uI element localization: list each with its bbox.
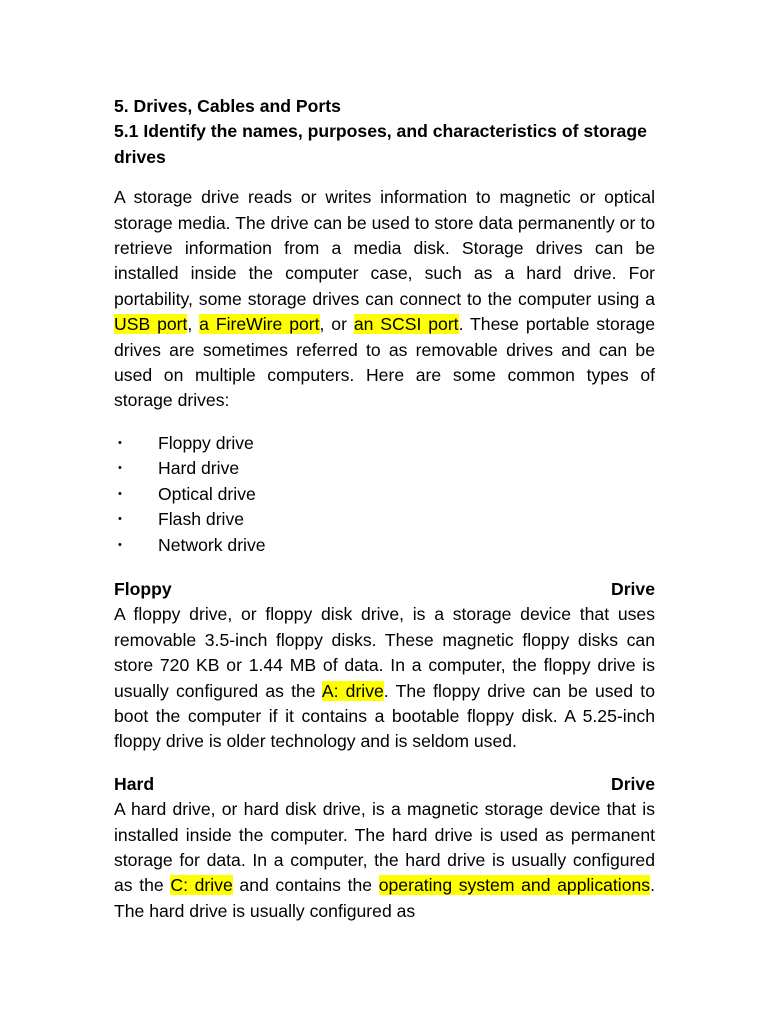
hard-drive-heading xyxy=(114,772,655,797)
intro-paragraph xyxy=(114,185,655,414)
bullet-icon: • xyxy=(118,487,122,500)
intro-text-2: , xyxy=(187,314,200,335)
bullet-icon: • xyxy=(118,538,122,551)
bullet-icon: • xyxy=(118,436,122,449)
bullet-icon: • xyxy=(118,462,122,475)
intro-text-4: . These portable storage drives are sometimes referred to as removable drives and can be used on multiple computers. Here are some common types of storage drives: xyxy=(114,314,655,411)
list-item-label: Optical drive xyxy=(158,483,256,504)
intro-text-1: A storage drive reads or writes information to magnetic or optical storage media. The drive can be used to store data permanently or to retrieve information from a media disk. Storage drives can be installed inside the computer case, such as a hard drive. For portability, some storage drives can connect to the computer using a xyxy=(114,187,655,309)
floppy-text-1: A floppy drive, or floppy disk drive, is a storage device that uses removable 3.5-inch floppy disks. These magnetic floppy disks can store 720 KB or 1.44 MB of data. In a computer, the floppy drive is usually configured as the xyxy=(114,604,655,701)
list-item xyxy=(114,533,655,558)
list-item xyxy=(114,456,655,481)
floppy-drive-paragraph xyxy=(114,602,655,754)
hard-text-3: . The hard drive is usually configured as xyxy=(114,875,655,921)
document-page xyxy=(114,94,655,924)
highlight-a-drive: A: drive xyxy=(321,680,384,701)
bullet-icon: • xyxy=(118,513,122,526)
floppy-heading-left: Floppy xyxy=(114,578,172,599)
highlight-c-drive: C: drive xyxy=(170,875,233,896)
section-title: 5. Drives, Cables and Ports xyxy=(114,96,341,116)
list-item xyxy=(114,431,655,456)
highlight-usb-port: USB port xyxy=(114,314,188,335)
highlight-scsi-port: an SCSI port xyxy=(353,314,459,335)
list-item xyxy=(114,482,655,507)
list-item-label: Flash drive xyxy=(158,509,245,530)
hard-heading-right: Drive xyxy=(610,773,655,794)
subsection-title: 5.1 Identify the names, purposes, and characteristics of storage drives xyxy=(114,121,647,167)
hard-text-2: and contains the xyxy=(232,875,379,896)
highlight-firewire-port: a FireWire port xyxy=(199,314,320,335)
intro-text-3: , or xyxy=(319,314,354,335)
list-item-label: Hard drive xyxy=(158,458,240,479)
hard-heading-left: Hard xyxy=(114,773,155,794)
storage-drive-list xyxy=(114,431,655,558)
floppy-heading-right: Drive xyxy=(610,578,655,599)
list-item xyxy=(114,507,655,532)
hard-drive-paragraph xyxy=(114,797,655,924)
floppy-text-2: . The floppy drive can be used to boot the computer if it contains a bootable floppy disk. A 5.25-inch floppy drive is older technology and is seldom used. xyxy=(114,680,655,752)
list-item-label: Network drive xyxy=(158,534,266,555)
hard-text-1: A hard drive, or hard disk drive, is a magnetic storage device that is installed inside the computer. The hard drive is used as permanent storage for data. In a computer, the hard drive is usually configured as the xyxy=(114,799,655,896)
list-item-label: Floppy drive xyxy=(158,432,254,453)
highlight-os-and-apps: operating system and applications xyxy=(378,875,651,896)
floppy-drive-heading xyxy=(114,577,655,602)
